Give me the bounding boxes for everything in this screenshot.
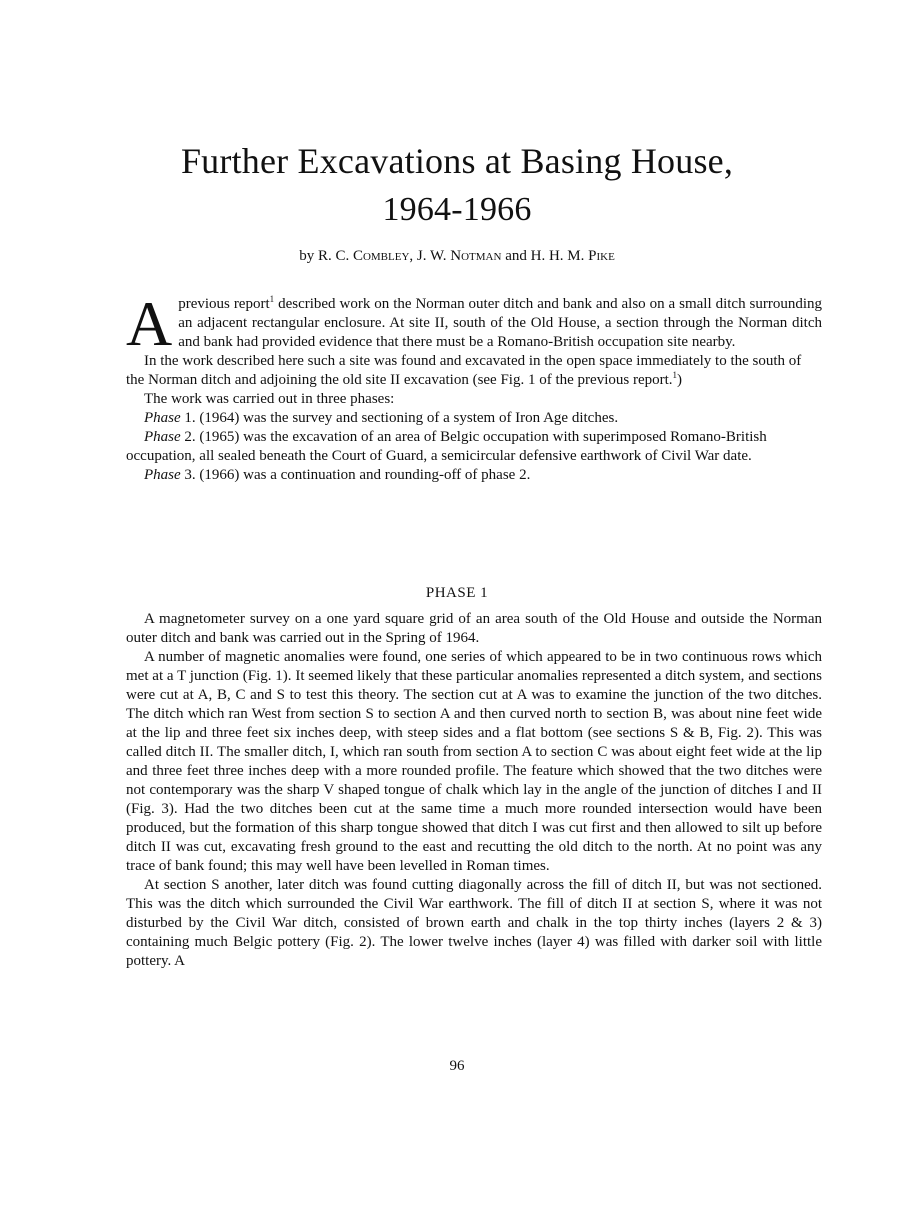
intro-p1-text-b: described work on the Norman outer ditch and bank and also on a small ditch surrounding an adjacent rectangular enclosure. At site II, south of the Old House, a section through the Norman ditch and bank had provided evidence that there must be a Romano-British occupation site nearby. bbox=[178, 296, 822, 350]
intro-p2-text-b: ) bbox=[677, 372, 683, 388]
phase-3-summary bbox=[126, 466, 822, 485]
drop-cap: A bbox=[126, 288, 173, 359]
phase-1-summary-text: 1. (1964) was the survey and sectioning of a system of Iron Age ditches. bbox=[180, 410, 619, 426]
phase-2-summary-text: 2. (1965) was the excavation of an area of Belgic occupation with superimposed Romano-British occupation, all sealed beneath the Court of Guard, a semicircular defensive earthwork of Civil War date. bbox=[126, 429, 767, 464]
phase-1-paragraph-2: A number of magnetic anomalies were found, one series of which appeared to be in two continuous rows which met at a T junction (Fig. 1). It seemed likely that these particular anomalies represented a ditch system, and sections were cut at A, B, C and S to test this theory. The section cut at A was to examine the junction of the two ditches. The ditch which ran West from section S to section A and then curved north to section B, was about nine feet wide at the lip and three feet six inches deep, with steep sides and a flat bottom (see sections S & B, Fig. 2). This was called ditch II. The smaller ditch, I, which ran south from section A to section C was about eight feet wide at the lip and three feet three inches deep with a more rounded profile. The feature which showed that the two ditches were not contemporary was the sharp V shaped tongue of chalk which lay in the angle of the junction of ditches I and II (Fig. 3). Had the two ditches been cut at the same time a much more rounded intersection would have been produced, but the formation of this sharp tongue showed that ditch I was cut first and then allowed to silt up before ditch II was cut, excavating fresh ground to the east and recutting the old ditch to the north. At no point was any trace of bank found; this may well have been levelled in Roman times. bbox=[126, 649, 822, 874]
intro-paragraph-2 bbox=[126, 352, 822, 390]
byline-prefix: by R. C. bbox=[299, 248, 353, 264]
phase-3-label: Phase bbox=[144, 467, 181, 483]
byline bbox=[0, 248, 914, 265]
byline-and: and bbox=[505, 248, 527, 264]
article-title-line-1: Further Excavations at Basing House, bbox=[180, 141, 734, 181]
footnote-ref-2[interactable]: 1 bbox=[672, 370, 678, 380]
article-title-line-2: 1964-1966 bbox=[382, 191, 532, 228]
intro-p1-text-a: previous report bbox=[178, 296, 270, 312]
section-heading-phase-1: PHASE 1 bbox=[425, 585, 489, 601]
footnote-ref-1[interactable]: 1 bbox=[269, 294, 275, 304]
intro-paragraph-1 bbox=[126, 288, 822, 359]
intro-section bbox=[126, 288, 822, 485]
intro-p2-text-a: In the work described here such a site was found and excavated in the open space immediately to the south of the Norman ditch and adjoining the old site II excavation (see Fig. 1 of the previous report. bbox=[126, 353, 802, 388]
phase-2-label: Phase bbox=[144, 429, 181, 445]
phase-2-summary bbox=[126, 428, 822, 466]
byline-sep: , bbox=[409, 248, 417, 264]
phase-3-summary-text: 3. (1966) was a continuation and rounding-off of phase 2. bbox=[180, 467, 531, 483]
phase-1-section bbox=[126, 610, 822, 971]
phase-1-paragraph-3: At section S another, later ditch was found cutting diagonally across the fill of ditch II, but was not sectioned. This was the ditch which surrounded the Civil War earthwork. The fill of ditch II at section S, where it was not disturbed by the Civil War ditch, consisted of brown earth and chalk in the top thirty inches (layers 2 & 3) containing much Belgic pottery (Fig. 2). The lower twelve inches (layer 4) was filled with darker soil with little pottery. A bbox=[126, 877, 822, 969]
author-3-initials: H. H. M. bbox=[530, 248, 589, 264]
phase-1-paragraph-1: A magnetometer survey on a one yard square grid of an area south of the Old House and outside the Norman outer ditch and bank was carried out in the Spring of 1964. bbox=[126, 611, 822, 646]
phase-1-label: Phase bbox=[144, 410, 181, 426]
phase-1-summary bbox=[126, 409, 822, 428]
author-2: Notman bbox=[450, 248, 502, 264]
author-1: Combley bbox=[352, 248, 410, 264]
intro-paragraph-3: The work was carried out in three phases: bbox=[144, 391, 395, 407]
page-number: 96 bbox=[449, 1058, 465, 1074]
author-3: Pike bbox=[588, 248, 615, 264]
author-2-initials: J. W. bbox=[416, 248, 451, 264]
